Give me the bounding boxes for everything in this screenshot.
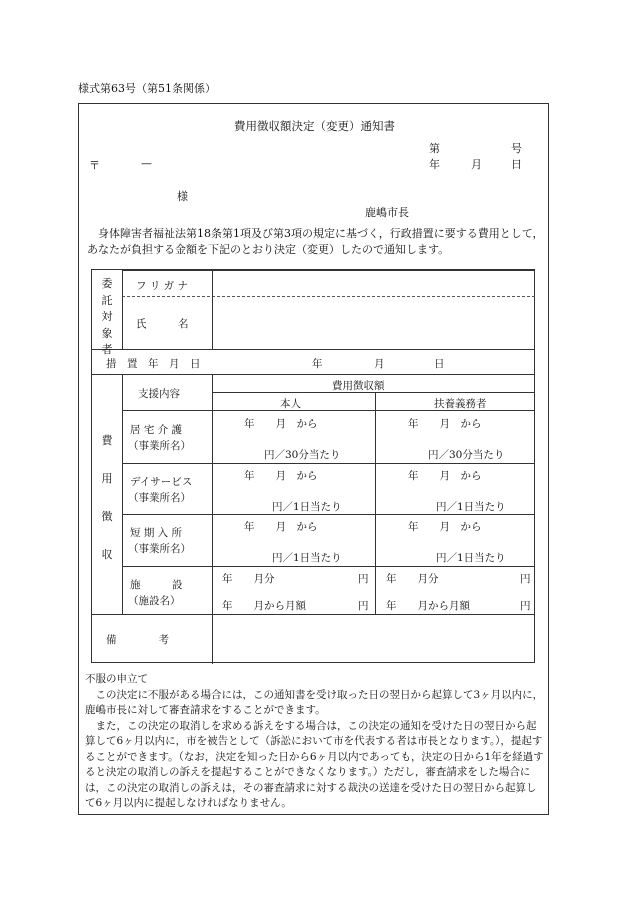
postal-dash: — [141,157,152,170]
home-care-self-from: 年 月 から [244,418,318,430]
day-service-self-from: 年 月 から [244,470,318,482]
measure-day: 日 [434,358,445,370]
facility-supporter-line1: 年 月分 [386,573,439,585]
number-go: 号 [511,142,522,155]
appeal-paragraph-2: また，この決定の取消しを求める訴えをする場合は，この決定の通知を受けた日の翌日から起算して6ヶ月以内に，市を被告として（訴訟において市を代表する者は市長となります。），提起することができます。（なお，決定を知った日から6ヶ月以内であっても，決定の日から1年を経過すると決定の取消しの訴えを提起することができなくなります。）ただし，審査請求をした場合には，この決定の取消しの訴えは，その審査請求に対する裁決の送達を受けた日の翌日から起算して6ヶ月以内に提起しなければなりません。 [85,719,544,809]
date-year: 年 [429,158,440,171]
postal-mark: 〒 [89,159,100,172]
home-care-self-per: 円／30分当たり [264,449,341,461]
facility-supporter-yen2: 円 [520,600,531,612]
facility-self-yen2: 円 [358,600,369,612]
document-title: 費用徴収額決定（変更）通知書 [234,119,395,133]
appeal-heading: 不服の申立て [85,673,148,685]
self-label: 本人 [280,398,301,410]
short-stay-self-per: 円／1日当たり [272,552,342,564]
number-dai: 第 [429,142,440,155]
home-care-sub: （事業所名） [128,440,191,452]
cost-amount-label: 費用徴収額 [332,380,385,392]
day-service-self-per: 円／1日当たり [272,501,342,513]
measure-year: 年 [312,358,323,370]
short-stay-label: 短 期 入 所 [130,527,183,539]
facility-supporter-yen1: 円 [520,573,531,585]
subject-header: 委託対象者 [101,277,113,356]
intro-text: 身体障害者福祉法第18条第1項及び第3項の規定に基づく，行政措置に要する費用として，あなたが負担する金額を下記のとおり決定（変更）したので通知します。 [87,227,544,256]
appeal-paragraph-1: この決定に不服がある場合には，この通知書を受け取った日の翌日から起算して3ヶ月以内に，鹿嶋市長に対して審査請求をすることができます。 [85,688,544,716]
day-service-sub: （事業所名） [128,492,191,504]
addressee-suffix: 様 [177,190,188,203]
day-service-supporter-per: 円／1日当たり [436,501,506,513]
furigana-label: フ リ ガ ナ [136,280,189,292]
short-stay-sub: （事業所名） [128,543,191,555]
notice-frame [78,103,549,815]
facility-self-line1: 年 月分 [222,573,275,585]
date-month: 月 [471,158,482,171]
measure-month: 月 [374,358,385,370]
issuer: 鹿嶋市長 [365,206,409,219]
home-care-supporter-per: 円／30分当たり [428,449,505,461]
short-stay-self-from: 年 月 から [244,521,318,533]
appeal-notes [85,672,545,812]
supporter-label: 扶養義務者 [434,398,487,410]
day-service-label: デイサービス [130,476,193,488]
cost-header: 費用徴収 [101,434,113,561]
name-label: 氏 名 [136,318,189,330]
date-day: 日 [511,158,522,171]
home-care-supporter-from: 年 月 から [408,418,482,430]
home-care-label: 居 宅 介 護 [130,424,183,436]
measure-date-label: 措 置 年 月 日 [106,358,201,370]
facility-sub: （施設名） [128,595,181,607]
facility-label: 施 設 [130,579,183,591]
cost-table [91,269,535,663]
facility-self-line2: 年 月から月額 [222,600,306,612]
short-stay-supporter-from: 年 月 から [408,521,482,533]
facility-self-yen1: 円 [358,573,369,585]
day-service-supporter-from: 年 月 から [408,470,482,482]
short-stay-supporter-per: 円／1日当たり [436,552,506,564]
facility-supporter-line2: 年 月から月額 [386,600,470,612]
form-reference: 様式第63号（第51条関係） [78,82,216,95]
remarks-label: 備 考 [106,634,169,646]
support-content-label: 支援内容 [138,388,180,400]
